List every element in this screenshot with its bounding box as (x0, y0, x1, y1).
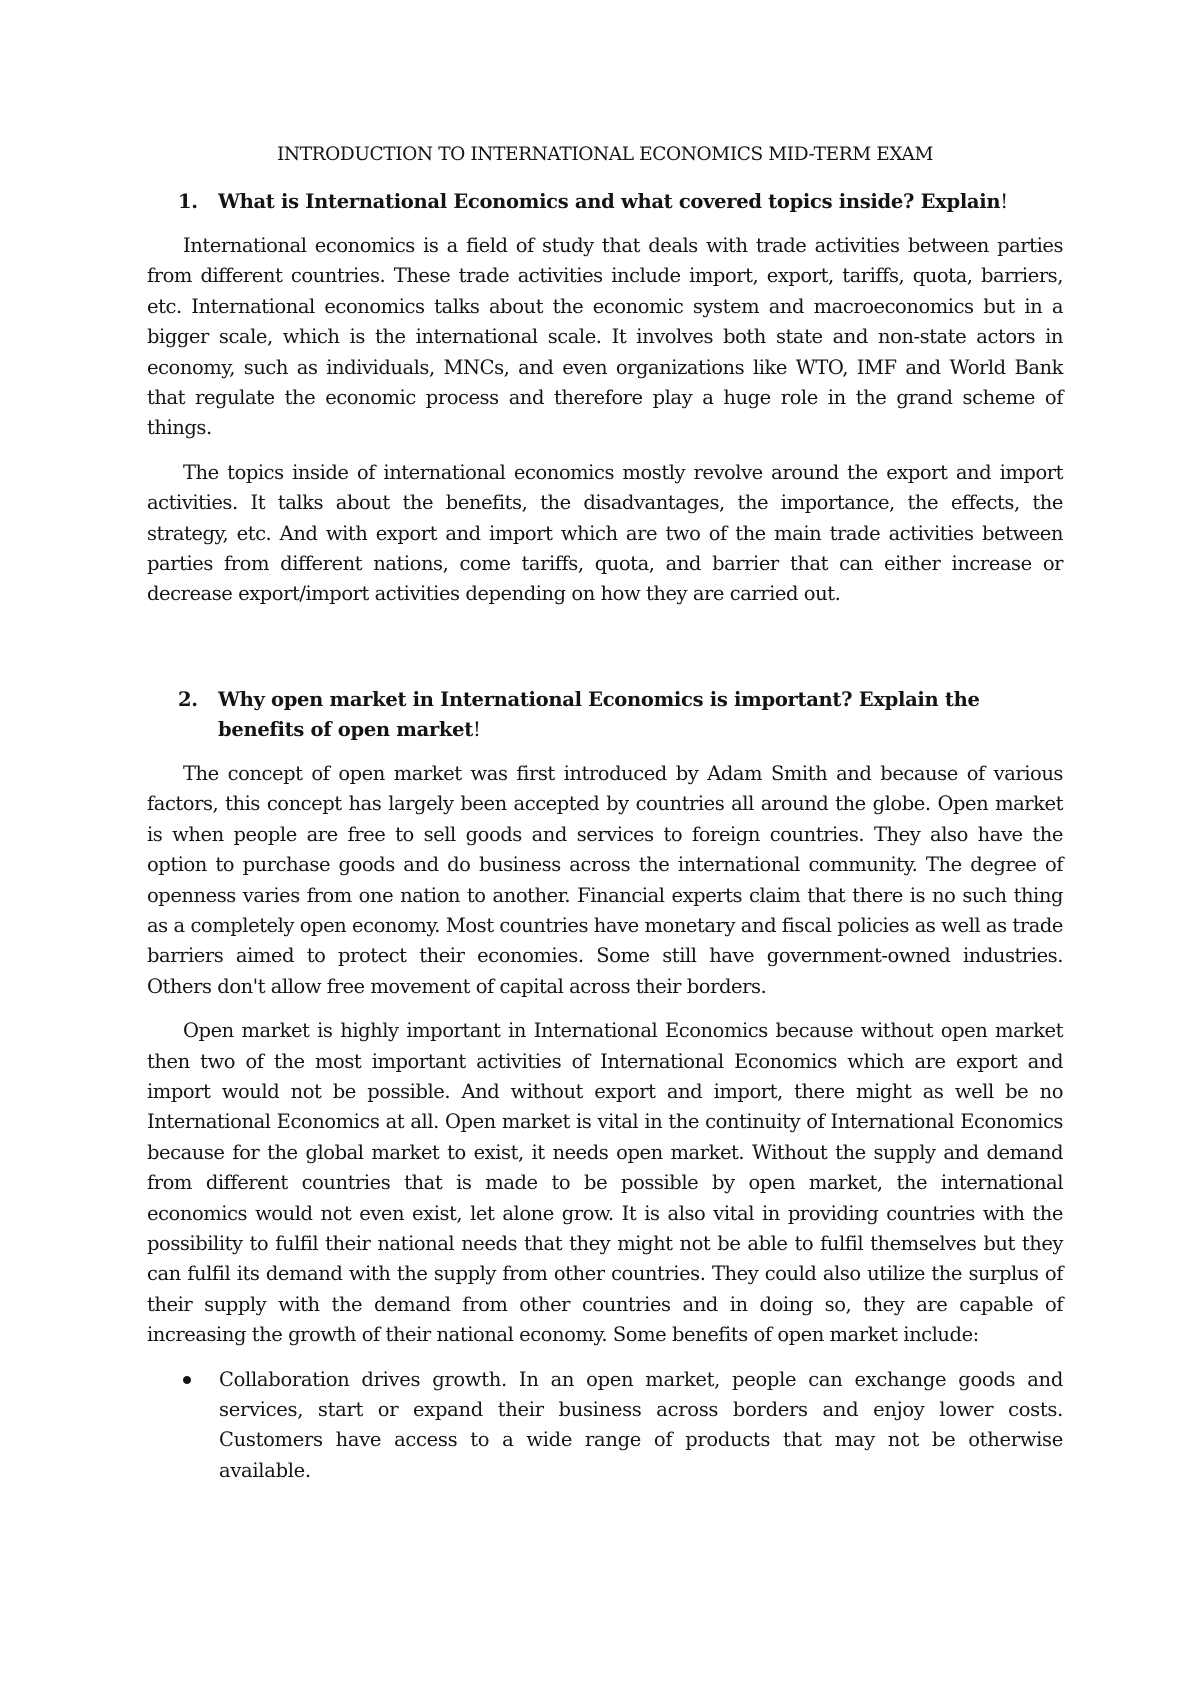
benefits-list (147, 1365, 1063, 1487)
question-2-section (147, 685, 1063, 1486)
answer-paragraph: International economics is a field of study that deals with trade activities between parties from different countries. These trade activities include import, export, tariffs, quota, barriers, etc. International economics talks about the economic system and macroeconomics but in a bigger scale, which is the international scale. It involves both state and non-state actors in economy, such as individuals, MNCs, and even organizations like WTO, IMF and World Bank that regulate the economic process and therefore play a huge role in the grand scheme of things. (147, 234, 1063, 440)
list-item (147, 1365, 1063, 1487)
question-text: Why open market in International Economics is important? Explain the benefits of open market! (218, 687, 980, 741)
answer-paragraph: Open market is highly important in International Economics because without open market then two of the most important activities of International Economics which are export and import would not be possible. And without export and import, there might as well be no International Economics at all. Open market is vital in the continuity of International Economics because for the global market to exist, it needs open market. Without the supply and demand from different countries that is made to be possible by open market, the international economics would not even exist, let alone grow. It is also vital in providing countries with the possibility to fulfil their national needs that they might not be able to fulfil themselves but they can fulfil its demand with the supply from other countries. They could also utilize the surplus of their supply with the demand from other countries and in doing so, they are capable of increasing the growth of their national economy. Some benefits of open market include: (147, 1019, 1063, 1347)
bullet-icon (147, 1365, 219, 1487)
answer-paragraph: The concept of open market was first introduced by Adam Smith and because of various factors, this concept has largely been accepted by countries all around the globe. Open market is when people are free to sell goods and services to foreign countries. They also have the option to purchase goods and do business across the international community. The degree of openness varies from one nation to another. Financial experts claim that there is no such thing as a completely open economy. Most countries have monetary and fiscal policies as well as trade barriers aimed to protect their economies. Some still have government-owned industries. Others don't allow free movement of capital across their borders. (147, 761, 1063, 998)
section-gap (147, 624, 1063, 685)
question-2-heading (147, 685, 1063, 745)
exam-title: INTRODUCTION TO INTERNATIONAL ECONOMICS MID-TERM EXAM (277, 144, 933, 165)
question-number: 2. (178, 687, 198, 711)
question-1-heading (147, 187, 1063, 217)
exam-page (147, 140, 1063, 1486)
question-number: 1. (178, 190, 198, 213)
question-1-section (147, 187, 1063, 610)
question-text: What is International Economics and what covered topics inside? Explain! (218, 190, 1008, 213)
list-item-text: Collaboration drives growth. In an open market, people can exchange goods and services, start or expand their business across borders and enjoy lower costs. Customers have access to a wide range of products that may not be otherwise available. (219, 1367, 1063, 1482)
answer-paragraph: The topics inside of international economics mostly revolve around the export and import activities. It talks about the benefits, the disadvantages, the importance, the effects, the strategy, etc. And with export and import which are two of the main trade activities between parties from different nations, come tariffs, quota, and barrier that can either increase or decrease export/import activities depending on how they are carried out. (147, 460, 1063, 606)
